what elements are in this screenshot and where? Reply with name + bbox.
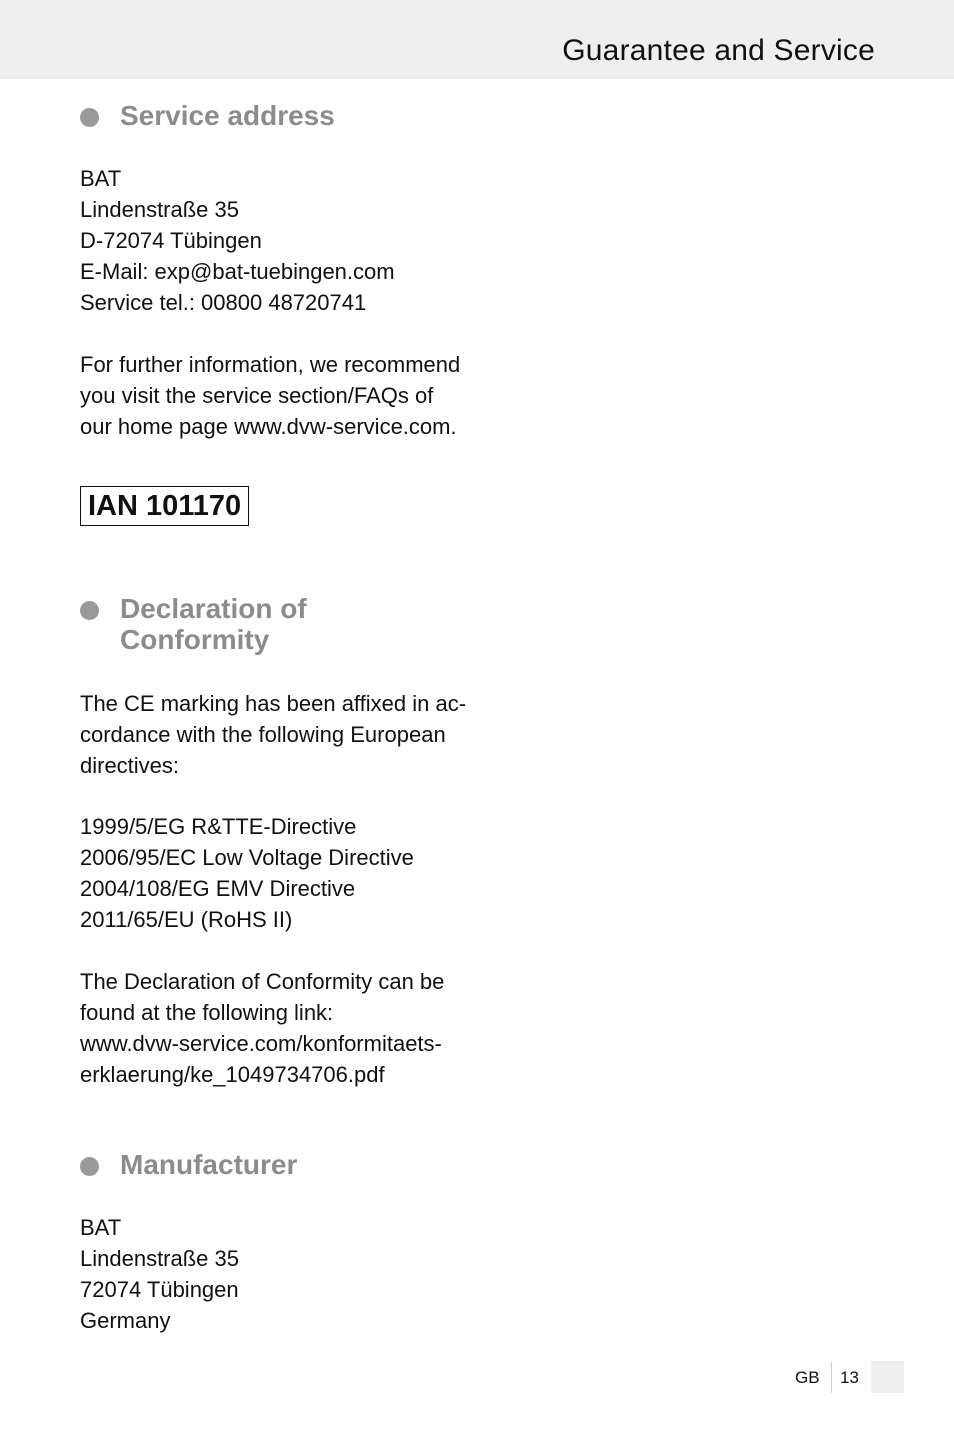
email-line: E-Mail: exp@bat-tuebingen.com xyxy=(80,259,395,284)
section-title xyxy=(120,593,307,655)
ian-box: IAN 101170 xyxy=(80,486,249,526)
page-title: Guarantee and Service xyxy=(562,34,875,67)
bullet-icon xyxy=(80,1157,99,1176)
footer-tab xyxy=(871,1361,904,1393)
section-title: Manufacturer xyxy=(120,1149,298,1180)
directive-item: 2006/95/EC Low Voltage Directive xyxy=(80,845,414,870)
address-line: 72074 Tübingen xyxy=(80,1277,239,1302)
heading-line: Conformity xyxy=(120,624,270,655)
text-line: you visit the service section/FAQs of xyxy=(80,383,434,408)
address-line: BAT xyxy=(80,1215,122,1240)
text-line: directives: xyxy=(80,753,180,778)
language-code: GB xyxy=(795,1368,820,1387)
text-line: The CE marking has been affixed in ac- xyxy=(80,691,467,716)
address-line: BAT xyxy=(80,166,122,191)
page-number: 13 xyxy=(840,1368,859,1387)
heading-line: Declaration of xyxy=(120,593,307,624)
directive-item: 2011/65/EU (RoHS II) xyxy=(80,907,293,932)
directive-item: 2004/108/EG EMV Directive xyxy=(80,876,356,901)
directive-list xyxy=(80,811,470,935)
conformity-link: erklaerung/ke_1049734706.pdf xyxy=(80,1062,385,1087)
service-address-block xyxy=(80,163,470,318)
section-title: Service address xyxy=(120,100,335,131)
address-line: Lindenstraße 35 xyxy=(80,1246,239,1271)
text-line: cordance with the following European xyxy=(80,722,446,747)
phone-line: Service tel.: 00800 48720741 xyxy=(80,290,367,315)
directive-item: 1999/5/EG R&TTE-Directive xyxy=(80,814,357,839)
service-info-paragraph xyxy=(80,349,470,442)
manufacturer-address-block xyxy=(80,1212,470,1336)
text-line: For further information, we recommend xyxy=(80,352,461,377)
address-line: Germany xyxy=(80,1308,171,1333)
conformity-intro xyxy=(80,688,470,781)
text-line: found at the following link: xyxy=(80,1000,334,1025)
text-line: our home page www.dvw-service.com. xyxy=(80,414,457,439)
address-line: D-72074 Tübingen xyxy=(80,228,262,253)
bullet-icon xyxy=(80,601,99,620)
conformity-link-paragraph xyxy=(80,966,470,1090)
conformity-link: www.dvw-service.com/konformitaets- xyxy=(80,1031,442,1056)
text-line: The Declaration of Conformity can be xyxy=(80,969,445,994)
address-line: Lindenstraße 35 xyxy=(80,197,239,222)
footer-divider xyxy=(831,1362,832,1393)
bullet-icon xyxy=(80,108,99,127)
